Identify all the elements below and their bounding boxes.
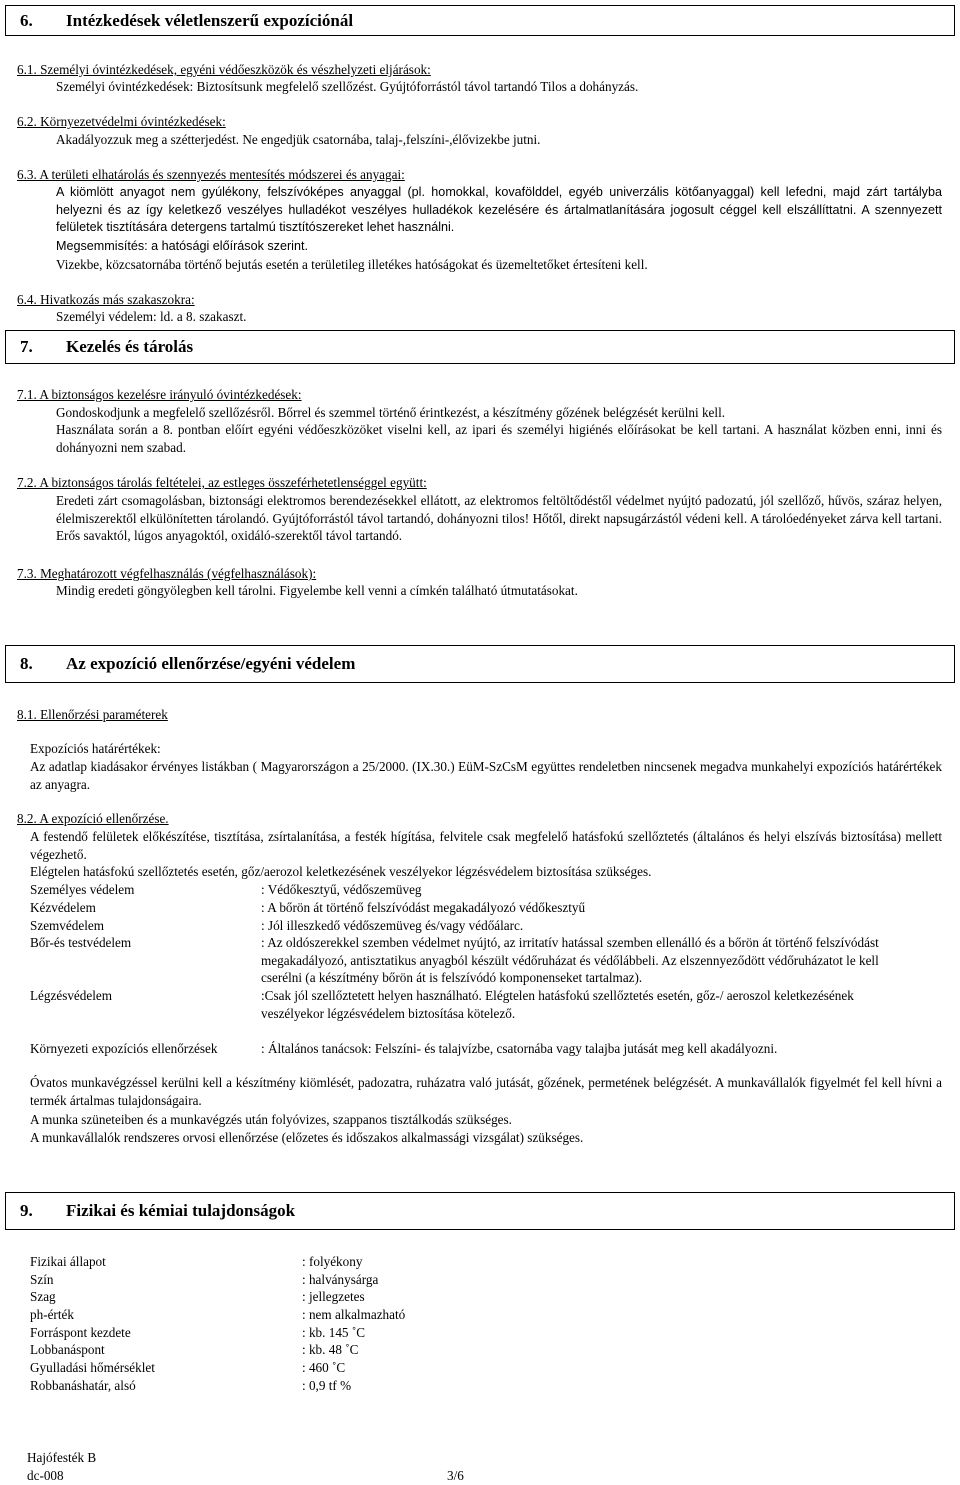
- section-title: Fizikai és kémiai tulajdonságok: [66, 1201, 296, 1220]
- section-number: 8.: [20, 654, 33, 673]
- protection-label: Kézvédelem: [30, 900, 96, 915]
- property-label: Gyulladási hőmérséklet: [30, 1360, 155, 1375]
- subsection-7-2-label: 7.2. A biztonságos tárolás feltételei, az estleges összeférhetetlenséggel együtt:: [17, 475, 427, 490]
- protection-value: : A bőrön át történő felszívódást megakadályozó védőkesztyű: [261, 900, 586, 915]
- protection-value: :Csak jól szellőztetett helyen használható. Elégtelen hatásfokú szellőztetés esetén, gőz-/ aeroszol keletkezésének veszélyekor légzésvédelem biztosítása kötelező.: [261, 988, 854, 1021]
- subsection-6-3-label: 6.3. A területi elhatárolás és szennyezés mentesítés módszerei és anyagai:: [17, 167, 405, 182]
- subsection-6-2-text: Akadályozzuk meg a szétterjedést. Ne engedjük csatornába, talaj-,felszíni-,élővizekbe jutni.: [56, 132, 541, 147]
- subsection-6-3-p2: Megsemmisítés: a hatósági előírások szerint.: [56, 239, 308, 253]
- subsection-8-2-p4: A munka szüneteiben és a munkavégzés után folyóvizes, szappanos tisztálkodás szükséges.: [30, 1112, 512, 1127]
- property-label: Szín: [30, 1272, 54, 1287]
- property-label: Forráspont kezdete: [30, 1325, 131, 1340]
- section-9-header: [5, 1192, 955, 1230]
- subsection-8-2-p3: Óvatos munkavégzéssel kerülni kell a készítmény kiömlését, padozatra, ruházatra való jutását, gőzének, permetének belégzését. A munkavállalók figyelmét fel kell hívni a termék ártalmas tulajdonságaira.: [30, 1075, 942, 1108]
- subsection-6-3-p3: Vizekbe, közcsatornába történő bejutás esetén a területileg illetékes hatóságokat és üzemeltetőket értesíteni kell.: [56, 257, 648, 272]
- subsection-6-2-label: [17, 113, 226, 131]
- protection-value: : Az oldószerekkel szemben védelmet nyújtó, az irritatív hatással szemben ellenálló és a bőrön át történő felszívódást megakadályozó, antisztatikus anyagból készült védőruházat és védőlábbeli. Az elszennyeződött védőruházatot le kell cserélni (a készítmény bőrön át is felszívódó komponenseket tartalmaz).: [261, 935, 879, 986]
- subsection-7-3-label: 7.3. Meghatározott végfelhasználás (végfelhasználások):: [17, 566, 317, 581]
- protection-label: Környezeti expozíciós ellenőrzések: [30, 1041, 218, 1056]
- subsection-8-2-p5: A munkavállalók rendszeres orvosi ellenőrzése (előzetes és időszakos alkalmassági vizsgálat) szükséges.: [30, 1130, 584, 1145]
- property-value: : kb. 145 ˚C: [302, 1325, 366, 1340]
- property-value: : 0,9 tf %: [302, 1378, 352, 1393]
- protection-label: Szemvédelem: [30, 918, 104, 933]
- property-label: Lobbanáspont: [30, 1342, 105, 1357]
- subsection-6-4-label: 6.4. Hivatkozás más szakaszokra:: [17, 292, 195, 307]
- section-title: Az expozíció ellenőrzése/egyéni védelem: [66, 654, 356, 673]
- subsection-6-1-label: 6.1. Személyi óvintézkedések, egyéni védőeszközök és vészhelyzeti eljárások:: [17, 62, 431, 77]
- section-7-header: [5, 330, 955, 364]
- property-value: : 460 ˚C: [302, 1360, 346, 1375]
- subsection-7-1-label: 7.1. A biztonságos kezelésre irányuló óvintézkedések:: [17, 387, 302, 402]
- subsection-7-1-p1: Gondoskodjunk a megfelelő szellőzésről. Bőrrel és szemmel történő érintkezést, a készítmény gőzének belégzését kerülni kell.: [56, 405, 726, 420]
- subsection-6-3-p1: A kiömlött anyagot nem gyúlékony, felszívóképes anyaggal (pl. homokkal, kovafölddel, egyéb univerzális kötőanyaggal) kell lefedni, majd zárt tartályba helyezni és az így keletkező veszélyes hulladékot veszélyes hulladékok kezelésére és ártalmatlanítására jogosult céggel kell elszállíttatni. A szennyezett felületek tisztítására detergens tartalmú tisztítószereket lehet használni.: [56, 185, 942, 235]
- property-value: : jellegzetes: [302, 1289, 365, 1304]
- exposure-limits-heading: Expozíciós határértékek:: [30, 741, 161, 756]
- footer-page-number: 3/6: [447, 1468, 464, 1483]
- property-value: : halványsárga: [302, 1272, 379, 1287]
- protection-value: : Jól illeszkedő védőszemüveg és/vagy védőálarc.: [261, 918, 524, 933]
- section-number: 6.: [20, 11, 33, 30]
- subsection-7-2-p1: Eredeti zárt csomagolásban, biztonsági elektromos berendezésekkel ellátott, az elektromos feltöltődéstől védelmet nyújtó padozatú, jól szellőző, hűvös, száraz helyen, élelmiszerektől elkülönítetten tárolandó. Gyújtóforrástól távol tartandó, dohányozni tilos! Hőtől, direkt napsugárzástól védeni kell. A tárolóedényeket zárva kell tartani. Erős savaktól, lúgos anyagoktól, oxidáló-szerektől távol tartandó.: [56, 493, 942, 544]
- section-8-header: [5, 645, 955, 683]
- subsection-8-2-p2: Elégtelen hatásfokú szellőztetés esetén, gőz/aerozol keletkezésének veszélyekor légzésvédelem biztosítása szükséges.: [30, 864, 652, 879]
- property-value: : folyékony: [302, 1254, 363, 1269]
- property-label: Szag: [30, 1289, 56, 1304]
- section-number: 7.: [20, 337, 33, 356]
- section-title: Intézkedések véletlenszerű expozíciónál: [66, 11, 354, 30]
- protection-label: Személyes védelem: [30, 882, 135, 897]
- section-6-header: [5, 5, 955, 36]
- protection-label: Bőr-és testvédelem: [30, 935, 132, 950]
- subsection-7-3-text: Mindig eredeti göngyölegben kell tárolni. Figyelembe kell venni a címkén található útmutatásokat.: [56, 583, 578, 598]
- property-label: ph-érték: [30, 1307, 74, 1322]
- subsection-6-2-label-text: 6.2. Környezetvédelmi óvintézkedések:: [17, 114, 226, 129]
- subsection-7-1-p2: Használata során a 8. pontban előírt egyéni védőeszközöket viselni kell, az ipari és személyi higiénés előírásokat be kell tartani. A használat közben enni, inni és dohányozni nem szabad.: [56, 422, 942, 455]
- property-value: : nem alkalmazható: [302, 1307, 406, 1322]
- property-label: Robbanáshatár, alsó: [30, 1378, 136, 1393]
- section-number: 9.: [20, 1201, 33, 1220]
- subsection-6-4-text: Személyi védelem: ld. a 8. szakaszt.: [56, 309, 247, 324]
- subsection-8-1-label: 8.1. Ellenőrzési paraméterek: [17, 707, 168, 722]
- protection-value: : Védőkesztyű, védőszemüveg: [261, 882, 422, 897]
- subsection-6-1-text: Személyi óvintézkedések: Biztosítsunk megfelelő szellőzést. Gyújtóforrástól távol tartandó Tilos a dohányzás.: [56, 79, 639, 94]
- property-value: : kb. 48 ˚C: [302, 1342, 359, 1357]
- property-label: Fizikai állapot: [30, 1254, 106, 1269]
- footer-product: Hajófesték B: [27, 1450, 97, 1465]
- exposure-limits-text: Az adatlap kiadásakor érvényes listákban ( Magyarországon a 25/2000. (IX.30.) EüM-SzCsM együttes rendeletben nincsenek megadva munkahelyi expozíciós határértékek az anyagra.: [30, 759, 942, 792]
- protection-label: Légzésvédelem: [30, 988, 113, 1003]
- subsection-8-2-p1: A festendő felületek előkészítése, tisztítása, zsírtalanítása, a festék hígítása, felvitele csak megfelelő hatásfokú szellőztetés (általános és helyi elszívás biztosítása) mellett végezhető.: [30, 829, 942, 862]
- section-title: Kezelés és tárolás: [66, 337, 194, 356]
- footer-code: dc-008: [27, 1468, 64, 1483]
- subsection-8-2-label: 8.2. A expozíció ellenőrzése.: [17, 811, 169, 826]
- protection-value: : Általános tanácsok: Felszíni- és talajvízbe, csatornába vagy talajba jutását meg kell akadályozni.: [261, 1041, 778, 1056]
